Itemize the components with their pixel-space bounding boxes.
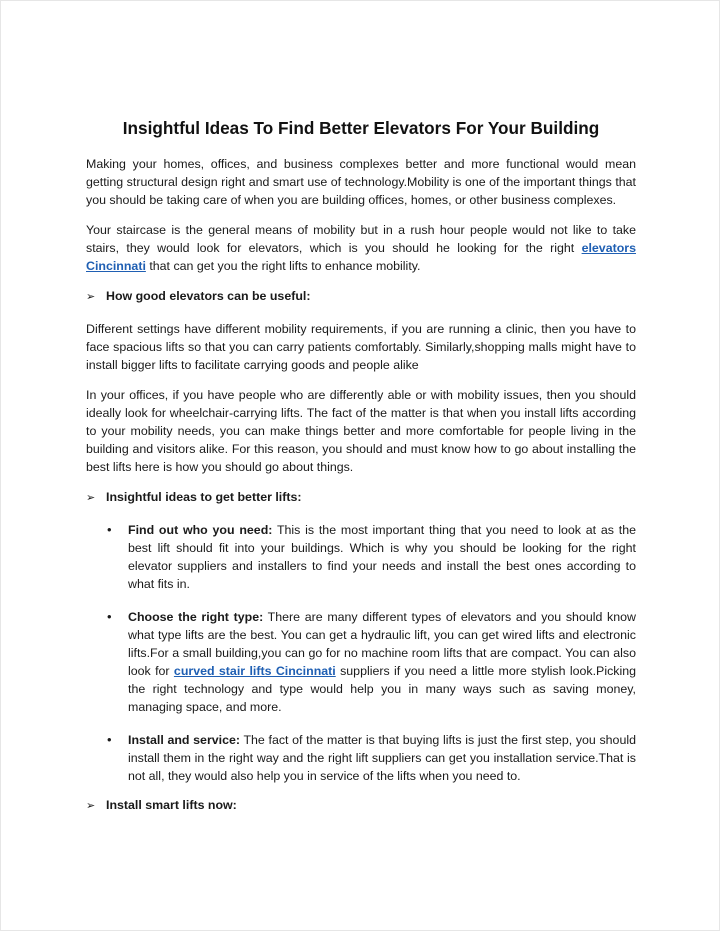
section-heading-text: Insightful ideas to get better lifts: (106, 490, 302, 504)
bullet-icon: • (107, 522, 112, 537)
bullet-icon: • (107, 732, 112, 747)
list-item-lead: Install and service: (128, 733, 241, 747)
arrow-bullet-icon: ➢ (86, 492, 96, 504)
list-item-text (128, 521, 636, 593)
section-heading-text: How good elevators can be useful: (106, 289, 311, 303)
paragraph-text: Your staircase is the general means of mobility but in a rush hour people would not like to take stairs, they would look for elevators, which is you should he looking for the right (86, 223, 636, 255)
list-item (86, 521, 636, 593)
paragraph-text: that can get you the right lifts to enhance mobility. (145, 259, 421, 273)
arrow-bullet-icon: ➢ (86, 800, 96, 812)
list-item-body: This is the most important thing that you need to look at as the best lift should fit into your buildings. Which is why you should be looking for the right elevator suppliers and installers to find your needs and install the best ones according to what fits in. (128, 523, 636, 591)
list-item-lead: Choose the right type: (128, 610, 264, 624)
ideas-list (86, 521, 636, 785)
list-item (86, 731, 636, 785)
list-item-text (128, 608, 636, 716)
section-heading-ideas (86, 488, 636, 507)
list-item-text (128, 731, 636, 785)
page-title: Insightful Ideas To Find Better Elevators For Your Building (122, 118, 600, 138)
list-item-body: The fact of the matter is that buying lifts is just the first step, you should install them in the right way and the right lift suppliers can get you installation service.That is not all, they would also help you in service of the lifts when you need to. (128, 733, 636, 783)
section-heading-smart-lifts (86, 796, 636, 815)
elevators-cincinnati-link[interactable]: elevators Cincinnati (86, 241, 636, 273)
paragraph-staircase (86, 221, 636, 275)
document-content (86, 117, 636, 829)
list-item-body: suppliers if you need a little more stylish look.Picking the right technology and type would help you in many ways such as saving money, managing space, and more. (128, 664, 636, 714)
list-item-lead: Find out who you need: (128, 523, 273, 537)
paragraph-intro: Making your homes, offices, and business complexes better and more functional would mean getting structural design right and smart use of technology.Mobility is one of the important things that you should be taking care of when you are building offices, homes, or other business complexes. (86, 157, 636, 207)
arrow-bullet-icon: ➢ (86, 291, 96, 303)
paragraph-offices: In your offices, if you have people who are differently able or with mobility issues, then you should ideally look for wheelchair-carrying lifts. The fact of the matter is that when you install lifts according to your mobility needs, you can make things better and more comfortable for people living in the building and visitors alike. For this reason, you should and must know how to go about installing the best lifts here is how you should go about things. (86, 388, 636, 474)
bullet-icon: • (107, 609, 112, 624)
list-item-body: There are many different types of elevators and you should know what type lifts are the best. You can get a hydraulic lift, you can get wired lifts and electronic lifts.For a small building,you can go for no machine room lifts that are compact. You can also look for (128, 610, 636, 678)
list-item (86, 608, 636, 716)
paragraph-settings: Different settings have different mobility requirements, if you are running a clinic, then you have to face spacious lifts so that you can carry patients comfortably. Similarly,shopping malls might have to install bigger lifts to facilitate carrying goods and people alike (86, 322, 636, 372)
section-heading-text: Install smart lifts now: (106, 798, 237, 812)
curved-stair-lifts-link[interactable]: curved stair lifts Cincinnati (173, 664, 336, 678)
section-heading-useful (86, 287, 636, 306)
